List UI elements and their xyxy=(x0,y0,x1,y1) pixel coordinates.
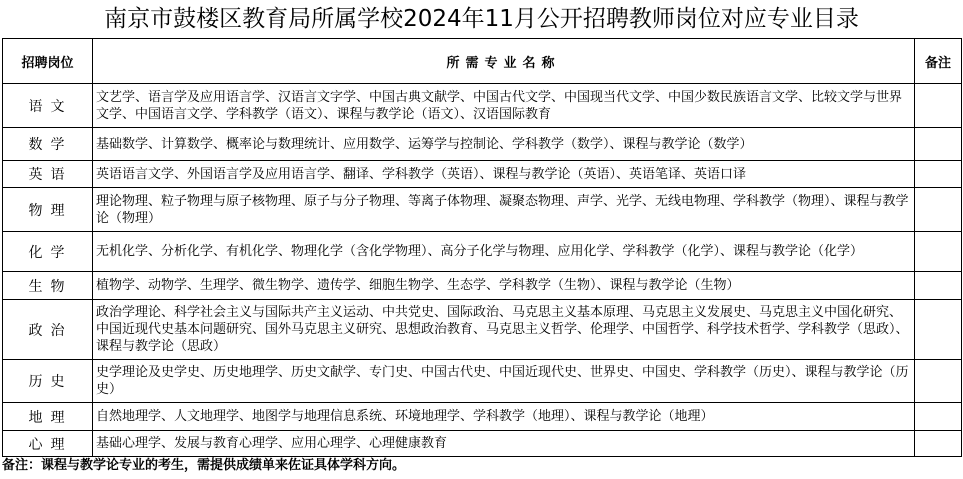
remark-cell xyxy=(915,232,962,272)
remark-cell xyxy=(915,360,962,403)
remark-cell xyxy=(915,84,962,128)
table-header-row xyxy=(3,39,962,84)
table-row xyxy=(3,431,962,457)
position-cell: 生物 xyxy=(3,272,93,300)
table-row xyxy=(3,272,962,300)
position-cell: 心理 xyxy=(3,431,93,457)
document-title: 南京市鼓楼区教育局所属学校2024年11月公开招聘教师岗位对应专业目录 xyxy=(104,6,859,32)
table-row xyxy=(3,403,962,431)
remark-cell xyxy=(915,128,962,161)
position-cell: 地理 xyxy=(3,403,93,431)
remark-cell xyxy=(915,161,962,188)
table-row xyxy=(3,161,962,188)
header-position: 招聘岗位 xyxy=(3,39,93,84)
table-row xyxy=(3,300,962,360)
majors-cell: 自然地理学、人文地理学、地图学与地理信息系统、环境地理学、学科教学（地理）、课程与教学论（地理） xyxy=(93,403,915,431)
position-cell: 政治 xyxy=(3,300,93,360)
majors-cell: 基础数学、计算数学、概率论与数理统计、应用数学、运筹学与控制论、学科教学（数学）、课程与教学论（数学） xyxy=(93,128,915,161)
majors-cell: 理论物理、粒子物理与原子核物理、原子与分子物理、等离子体物理、凝聚态物理、声学、光学、无线电物理、学科教学（物理）、课程与教学论（物理） xyxy=(93,188,915,232)
remark-cell xyxy=(915,403,962,431)
position-cell: 英语 xyxy=(3,161,93,188)
table-row xyxy=(3,84,962,128)
position-cell: 化学 xyxy=(3,232,93,272)
remark-cell xyxy=(915,272,962,300)
remark-cell xyxy=(915,188,962,232)
remark-cell xyxy=(915,300,962,360)
majors-cell: 无机化学、分析化学、有机化学、物理化学（含化学物理）、高分子化学与物理、应用化学、学科教学（化学）、课程与教学论（化学） xyxy=(93,232,915,272)
header-majors: 所需专业名称 xyxy=(93,39,915,84)
table-row xyxy=(3,360,962,403)
header-remark: 备注 xyxy=(915,39,962,84)
majors-cell: 文艺学、语言学及应用语言学、汉语言文字学、中国古典文献学、中国古代文学、中国现当代文学、中国少数民族语言文学、比较文学与世界文学、中国语言文学、学科教学（语文）、课程与教学论（语文）、汉语国际教育 xyxy=(93,84,915,128)
table-row xyxy=(3,188,962,232)
position-cell: 物理 xyxy=(3,188,93,232)
majors-cell: 基础心理学、发展与教育心理学、应用心理学、心理健康教育 xyxy=(93,431,915,457)
majors-cell: 政治学理论、科学社会主义与国际共产主义运动、中共党史、国际政治、马克思主义基本原理、马克思主义发展史、马克思主义中国化研究、中国近现代史基本问题研究、国外马克思主义研究、思想政治教育、马克思主义哲学、伦理学、中国哲学、科学技术哲学、学科教学（思政）、课程与教学论（思政） xyxy=(93,300,915,360)
table-row xyxy=(3,128,962,161)
remark-cell xyxy=(915,431,962,457)
majors-cell: 植物学、动物学、生理学、微生物学、遗传学、细胞生物学、生态学、学科教学（生物）、课程与教学论（生物） xyxy=(93,272,915,300)
table-row xyxy=(3,232,962,272)
position-cell: 语文 xyxy=(3,84,93,128)
position-major-table xyxy=(2,38,962,457)
majors-cell: 史学理论及史学史、历史地理学、历史文献学、专门史、中国古代史、中国近现代史、世界史、中国史、学科教学（历史）、课程与教学论（历史） xyxy=(93,360,915,403)
footnote: 备注：课程与教学论专业的考生，需提供成绩单来佐证具体学科方向。 xyxy=(2,458,406,473)
majors-cell: 英语语言文学、外国语言学及应用语言学、翻译、学科教学（英语）、课程与教学论（英语）、英语笔译、英语口译 xyxy=(93,161,915,188)
position-cell: 历史 xyxy=(3,360,93,403)
position-cell: 数学 xyxy=(3,128,93,161)
